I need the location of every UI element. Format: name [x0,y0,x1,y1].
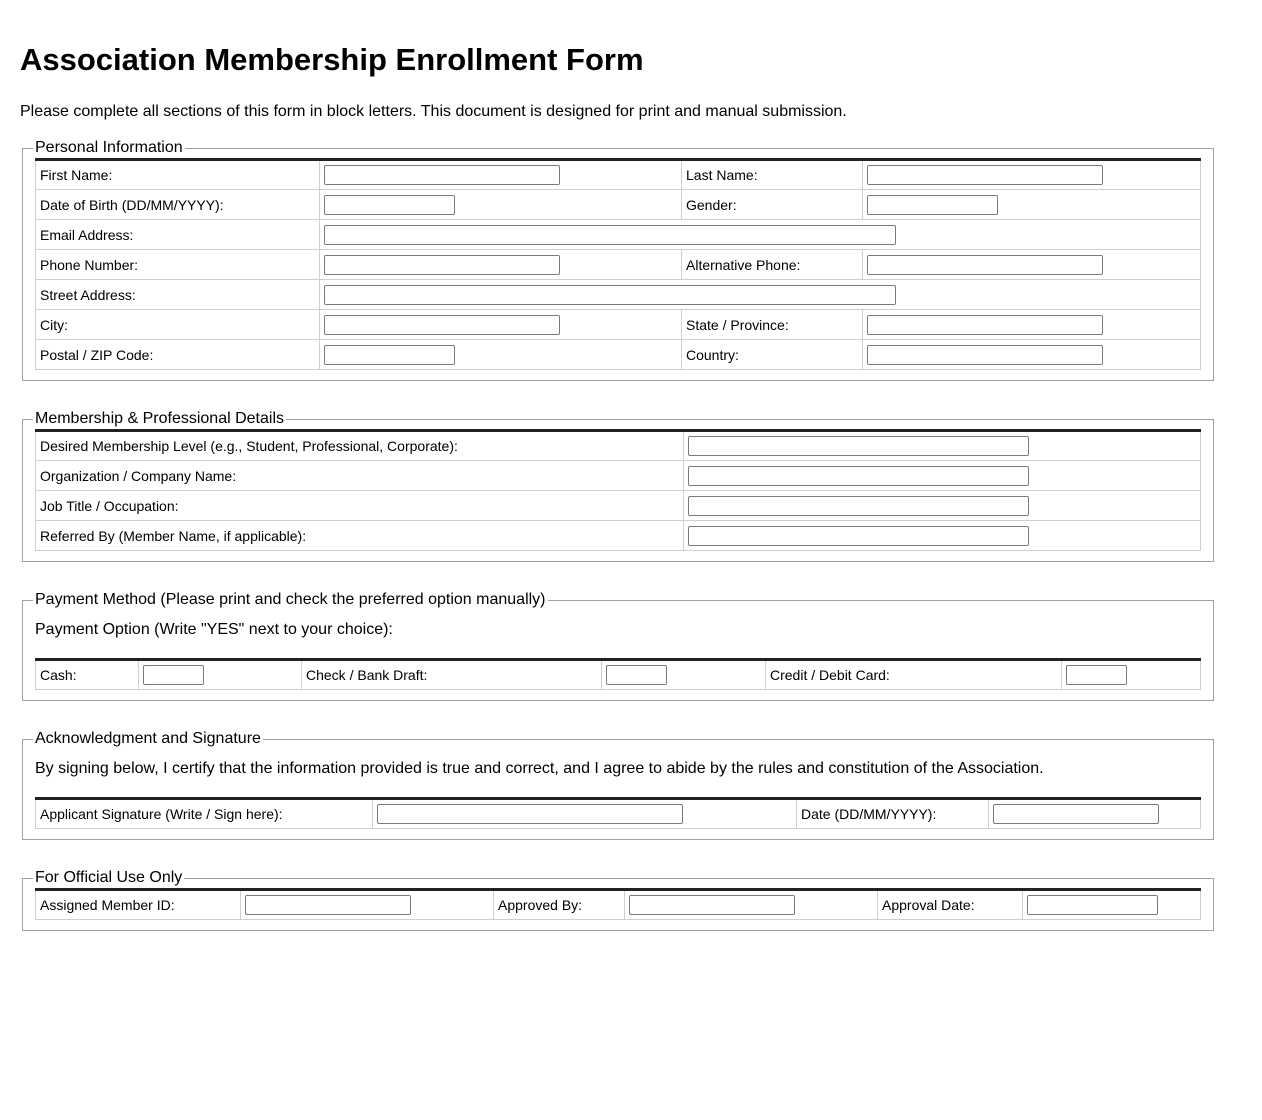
section-legend: Personal Information [35,139,183,156]
signature-date-field[interactable] [993,804,1159,824]
check-label: Check / Bank Draft: [302,660,602,690]
certification-statement: By signing below, I certify that the information provided is true and correct, and I agree to abide by the rules and constitution of the Association. [35,760,1044,777]
intro-text: Please complete all sections of this form in block letters. This document is designed for print and manual submission. [20,103,847,120]
cash-field[interactable] [143,665,204,685]
postal-field[interactable] [324,345,455,365]
table-row [36,340,1201,370]
page-title: Association Membership Enrollment Form [20,42,644,77]
table-row [36,799,1201,829]
table-row [36,220,1201,250]
check-field[interactable] [606,665,667,685]
official-use-section [22,868,1214,931]
payment-option-note: Payment Option (Write "YES" next to your choice): [35,621,393,638]
organization-field[interactable] [688,466,1029,486]
cash-label: Cash: [36,660,139,690]
table-row [36,521,1201,551]
street-label: Street Address: [36,280,320,310]
table-row [36,491,1201,521]
official-use-table [35,888,1201,920]
personal-information-section [22,138,1214,381]
gender-label: Gender: [682,190,863,220]
card-label: Credit / Debit Card: [766,660,1062,690]
section-legend: Payment Method (Please print and check the preferred option manually) [35,591,546,608]
city-field[interactable] [324,315,560,335]
dob-label: Date of Birth (DD/MM/YYYY): [36,190,320,220]
email-field[interactable] [324,225,896,245]
table-row [36,250,1201,280]
membership-level-field[interactable] [688,436,1029,456]
table-row [36,310,1201,340]
alt-phone-field[interactable] [867,255,1103,275]
first-name-label: First Name: [36,160,320,190]
last-name-field[interactable] [867,165,1103,185]
approved-by-label: Approved By: [494,890,625,920]
table-row [36,461,1201,491]
country-field[interactable] [867,345,1103,365]
personal-information-table [35,158,1201,370]
organization-label: Organization / Company Name: [36,461,684,491]
signature-date-label: Date (DD/MM/YYYY): [797,799,989,829]
card-field[interactable] [1066,665,1127,685]
country-label: Country: [682,340,863,370]
dob-field[interactable] [324,195,455,215]
table-row [36,431,1201,461]
table-row [36,890,1201,920]
phone-field[interactable] [324,255,560,275]
alt-phone-label: Alternative Phone: [682,250,863,280]
signature-field[interactable] [377,804,683,824]
phone-label: Phone Number: [36,250,320,280]
table-row [36,280,1201,310]
member-id-label: Assigned Member ID: [36,890,241,920]
last-name-label: Last Name: [682,160,863,190]
city-label: City: [36,310,320,340]
approved-by-field[interactable] [629,895,795,915]
acknowledgment-section [22,729,1214,840]
approval-date-field[interactable] [1027,895,1158,915]
referred-by-field[interactable] [688,526,1029,546]
first-name-field[interactable] [324,165,560,185]
membership-table [35,429,1201,551]
street-field[interactable] [324,285,896,305]
membership-section [22,409,1214,562]
member-id-field[interactable] [245,895,411,915]
membership-level-label: Desired Membership Level (e.g., Student, Professional, Corporate): [36,431,684,461]
table-row [36,190,1201,220]
table-row [36,160,1201,190]
approval-date-label: Approval Date: [878,890,1023,920]
signature-label: Applicant Signature (Write / Sign here): [36,799,373,829]
gender-field[interactable] [867,195,998,215]
postal-label: Postal / ZIP Code: [36,340,320,370]
section-legend: For Official Use Only [35,869,183,886]
section-legend: Acknowledgment and Signature [35,730,261,747]
signature-table [35,797,1201,829]
payment-section [22,590,1214,701]
state-field[interactable] [867,315,1103,335]
job-title-field[interactable] [688,496,1029,516]
referred-by-label: Referred By (Member Name, if applicable): [36,521,684,551]
state-label: State / Province: [682,310,863,340]
table-row [36,660,1201,690]
payment-table [35,658,1201,690]
email-label: Email Address: [36,220,320,250]
job-title-label: Job Title / Occupation: [36,491,684,521]
section-legend: Membership & Professional Details [35,410,284,427]
